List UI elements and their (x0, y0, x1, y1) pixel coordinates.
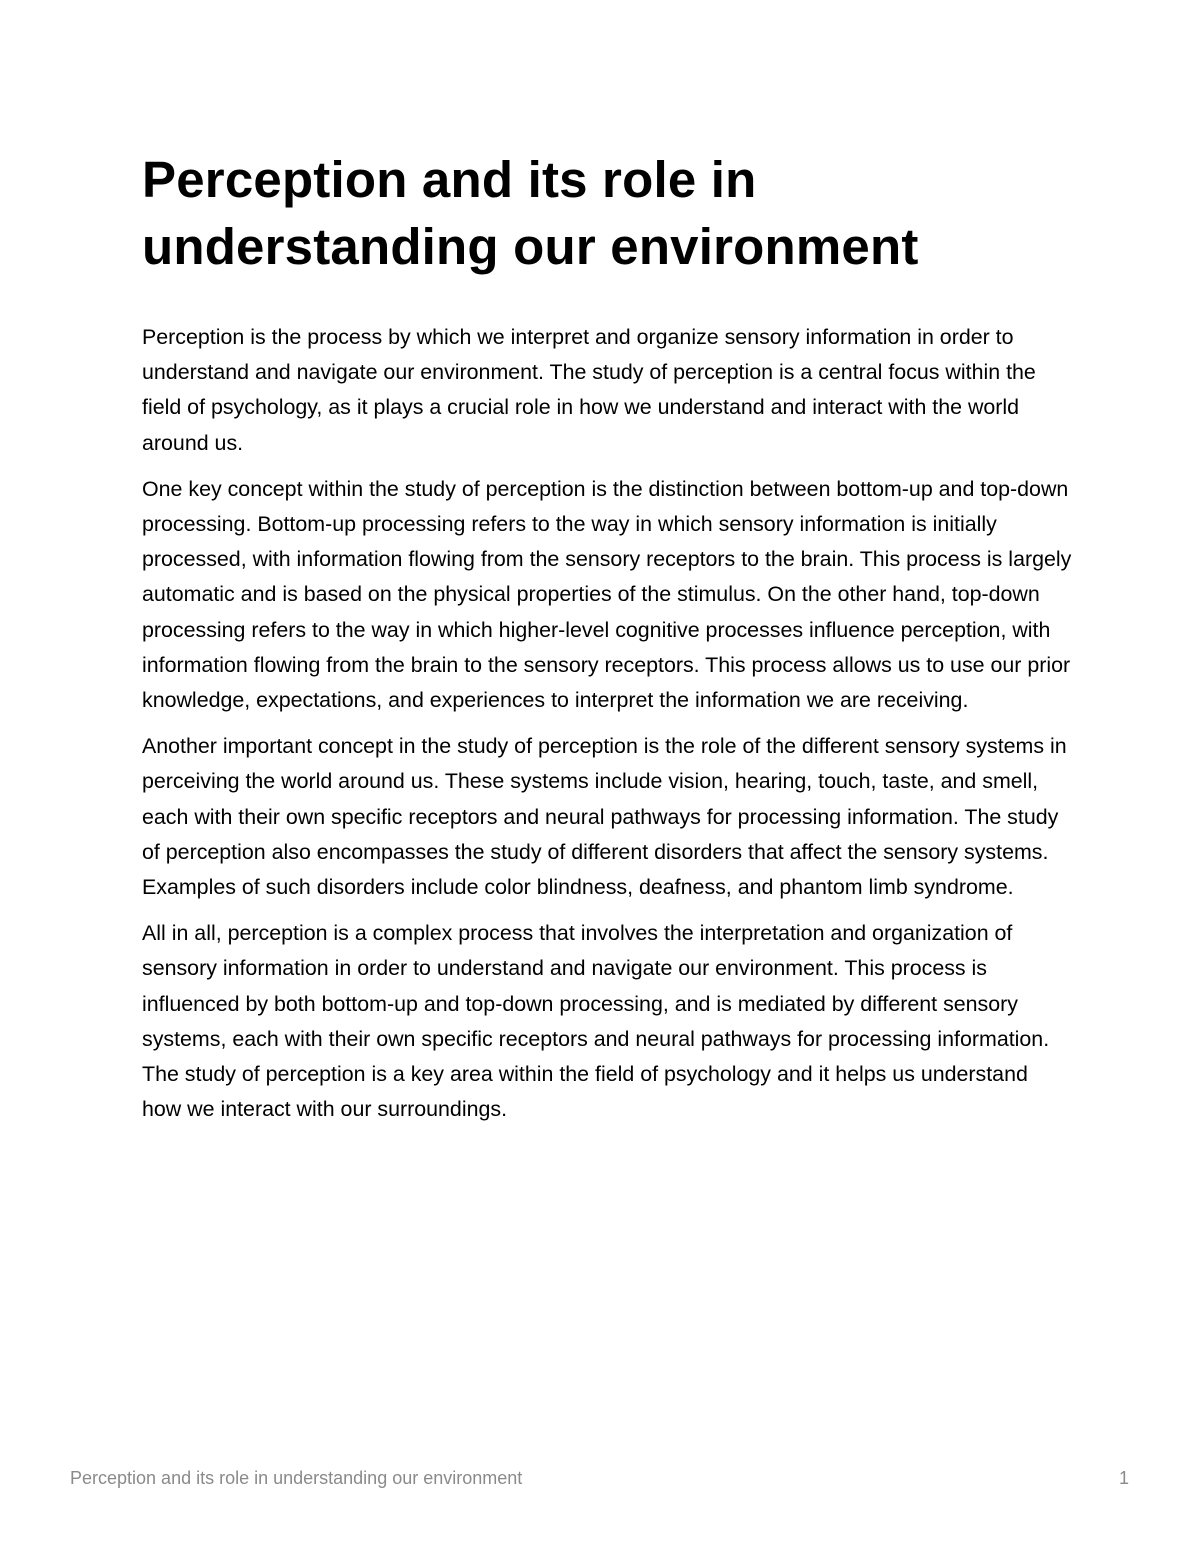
document-content (142, 146, 1072, 1138)
document-body (142, 320, 1072, 1127)
paragraph-3: Another important concept in the study of perception is the role of the different sensory systems in perceiving the world around us. These systems include vision, hearing, touch, taste, and smell, each with their own specific receptors and neural pathways for processing information. The study of perception also encompasses the study of different disorders that affect the sensory systems. Examples of such disorders include color blindness, deafness, and phantom limb syndrome. (142, 734, 1067, 900)
footer-title: Perception and its role in understanding our environment (70, 1467, 523, 1488)
document-title (142, 146, 1072, 280)
page-footer (70, 1464, 1130, 1492)
paragraph-1: Perception is the process by which we interpret and organize sensory information in order to understand and navigate our environment. The study of perception is a central focus within the field of psychology, as it plays a crucial role in how we understand and interact with the world around us. (142, 325, 1036, 455)
paragraph-2: One key concept within the study of perception is the distinction between bottom-up and top-down processing. Bottom-up processing refers to the way in which sensory information is initially processed, with information flowing from the sensory receptors to the brain. This process is largely automatic and is based on the physical properties of the stimulus. On the other hand, top-down processing refers to the way in which higher-level cognitive processes influence perception, with information flowing from the brain to the sensory receptors. This process allows us to use our prior knowledge, expectations, and experiences to interpret the information we are receiving. (142, 476, 1072, 713)
document-title-line-2: understanding our environment (142, 218, 919, 275)
document-title-line-1: Perception and its role in (142, 151, 757, 208)
paragraph-4: All in all, perception is a complex process that involves the interpretation and organization of sensory information in order to understand and navigate our environment. This process is influenced by both bottom-up and top-down processing, and is mediated by different sensory systems, each with their own specific receptors and neural pathways for processing information. The study of perception is a key area within the field of psychology and it helps us understand how we interact with our surroundings. (142, 921, 1050, 1122)
footer-page-number: 1 (1118, 1467, 1129, 1488)
